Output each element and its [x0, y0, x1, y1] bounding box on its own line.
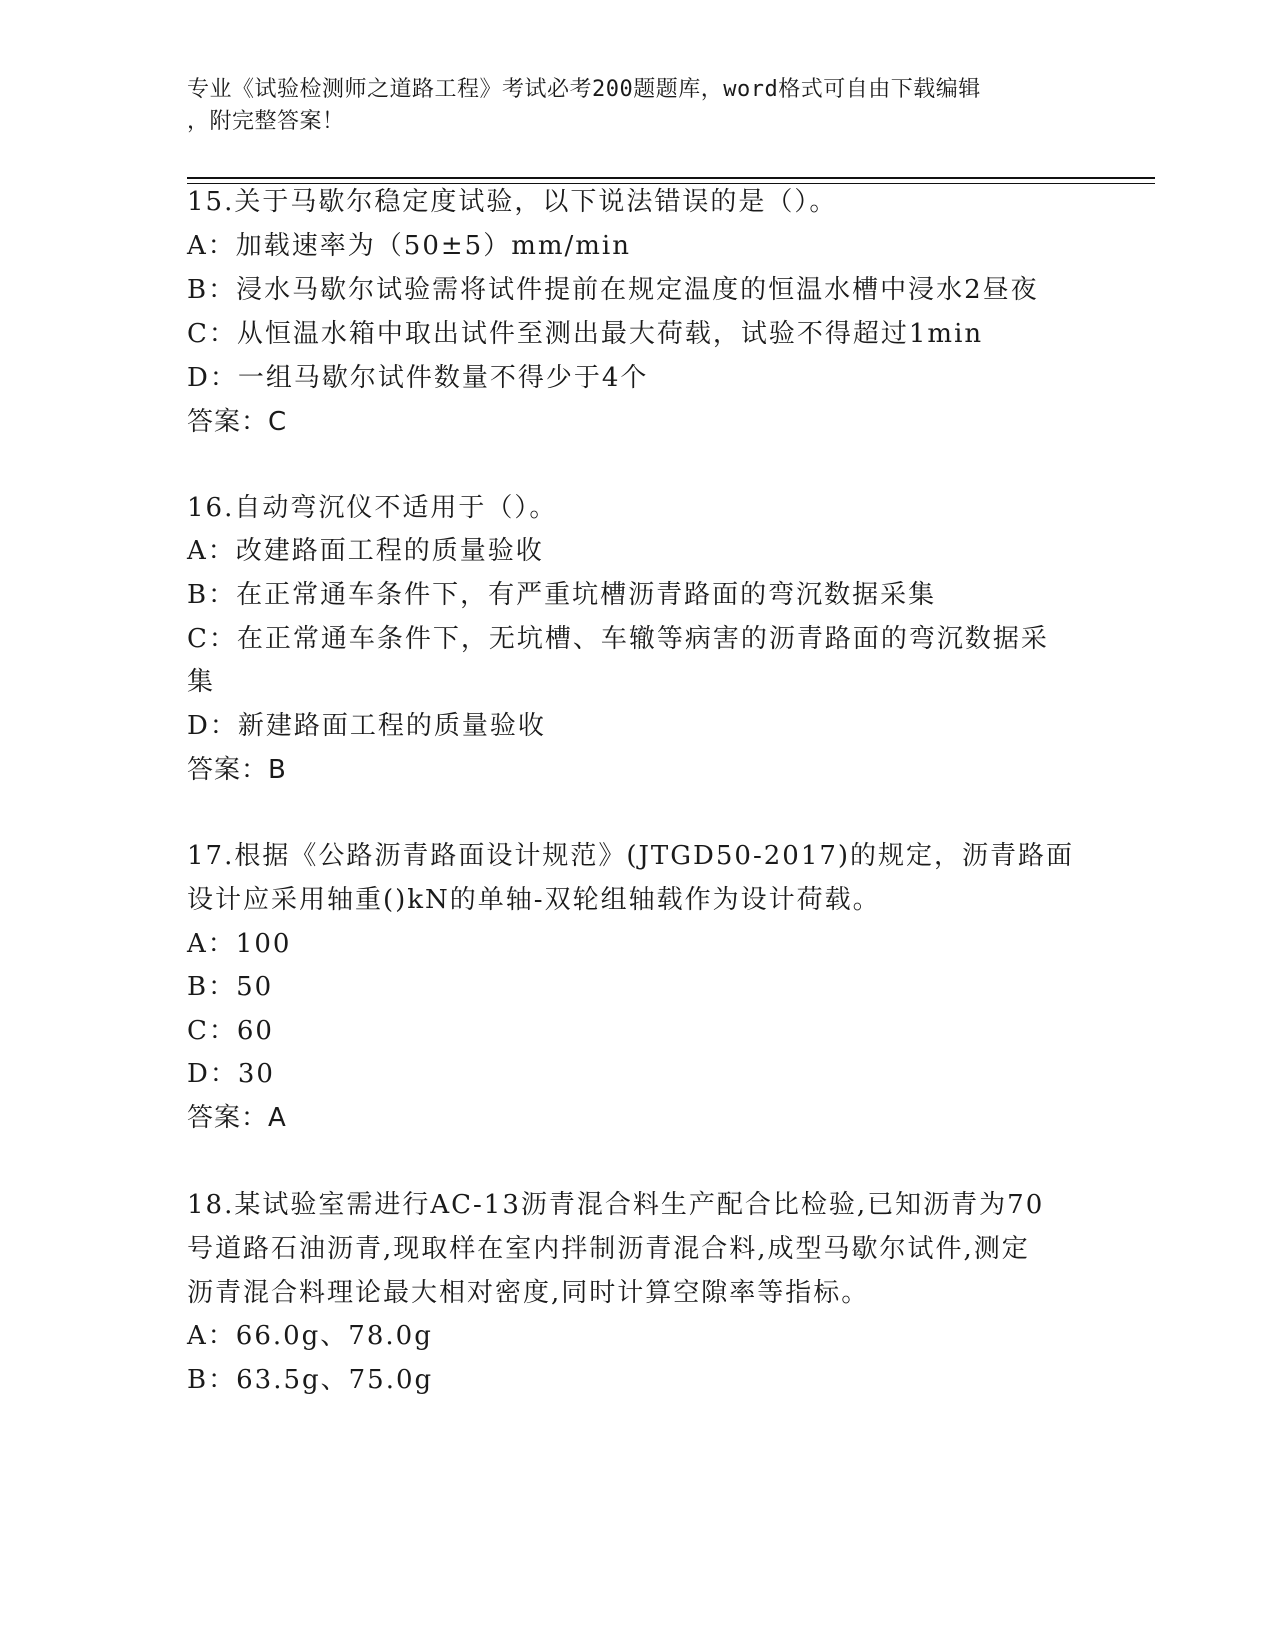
question-15-option-a: A：加载速率为（50±5）mm/min	[187, 231, 631, 261]
document-header	[187, 74, 1067, 138]
question-18-stem-line-1: 18.某试验室需进行AC-13沥青混合料生产配合比检验,已知沥青为70	[187, 1190, 1045, 1220]
question-16-option-b: B：在正常通车条件下，有严重坑槽沥青路面的弯沉数据采集	[187, 580, 937, 610]
question-18-stem-line-3: 沥青混合料理论最大相对密度,同时计算空隙率等指标。	[187, 1278, 870, 1308]
header-line-2: ，附完整答案！	[187, 109, 345, 134]
question-17-option-d: D：30	[187, 1059, 275, 1089]
question-15-option-b: B：浸水马歇尔试验需将试件提前在规定温度的恒温水槽中浸水2昼夜	[187, 275, 1039, 305]
question-15-answer: 答案：C	[187, 407, 288, 437]
question-17-stem-line-1: 17.根据《公路沥青路面设计规范》(JTGD50-2017)的规定，沥青路面	[187, 841, 1075, 871]
question-15-stem: 15.关于马歇尔稳定度试验，以下说法错误的是（）。	[187, 187, 838, 217]
question-16-stem: 16.自动弯沉仪不适用于（）。	[187, 493, 558, 523]
header-divider-thin	[187, 183, 1155, 184]
question-16-option-c-continued: 集	[187, 667, 216, 697]
header-divider-thick	[187, 177, 1155, 179]
question-18-stem-line-2: 号道路石油沥青,现取样在室内拌制沥青混合料,成型马歇尔试件,测定	[187, 1234, 1030, 1264]
question-17-option-a: A：100	[187, 929, 292, 959]
header-line-1: 专业《试验检测师之道路工程》考试必考200题题库，word格式可自由下载编辑	[187, 77, 981, 102]
question-16-option-c: C：在正常通车条件下，无坑槽、车辙等病害的沥青路面的弯沉数据采	[187, 624, 1049, 654]
question-18-option-b: B：63.5g、75.0g	[187, 1365, 434, 1395]
question-17-stem-line-2: 设计应采用轴重()kN的单轴-双轮组轴载作为设计荷载。	[187, 885, 881, 915]
question-18-option-a: A：66.0g、78.0g	[187, 1321, 433, 1351]
question-15-option-c: C：从恒温水箱中取出试件至测出最大荷载，试验不得超过1min	[187, 319, 984, 349]
question-15-option-d: D：一组马歇尔试件数量不得少于4个	[187, 363, 649, 393]
question-16-option-a: A：改建路面工程的质量验收	[187, 536, 544, 566]
question-17-option-b: B：50	[187, 972, 274, 1002]
question-17-option-c: C：60	[187, 1016, 274, 1046]
question-17-answer: 答案：A	[187, 1103, 287, 1133]
question-16-option-d: D：新建路面工程的质量验收	[187, 711, 546, 741]
question-16-answer: 答案：B	[187, 755, 287, 785]
